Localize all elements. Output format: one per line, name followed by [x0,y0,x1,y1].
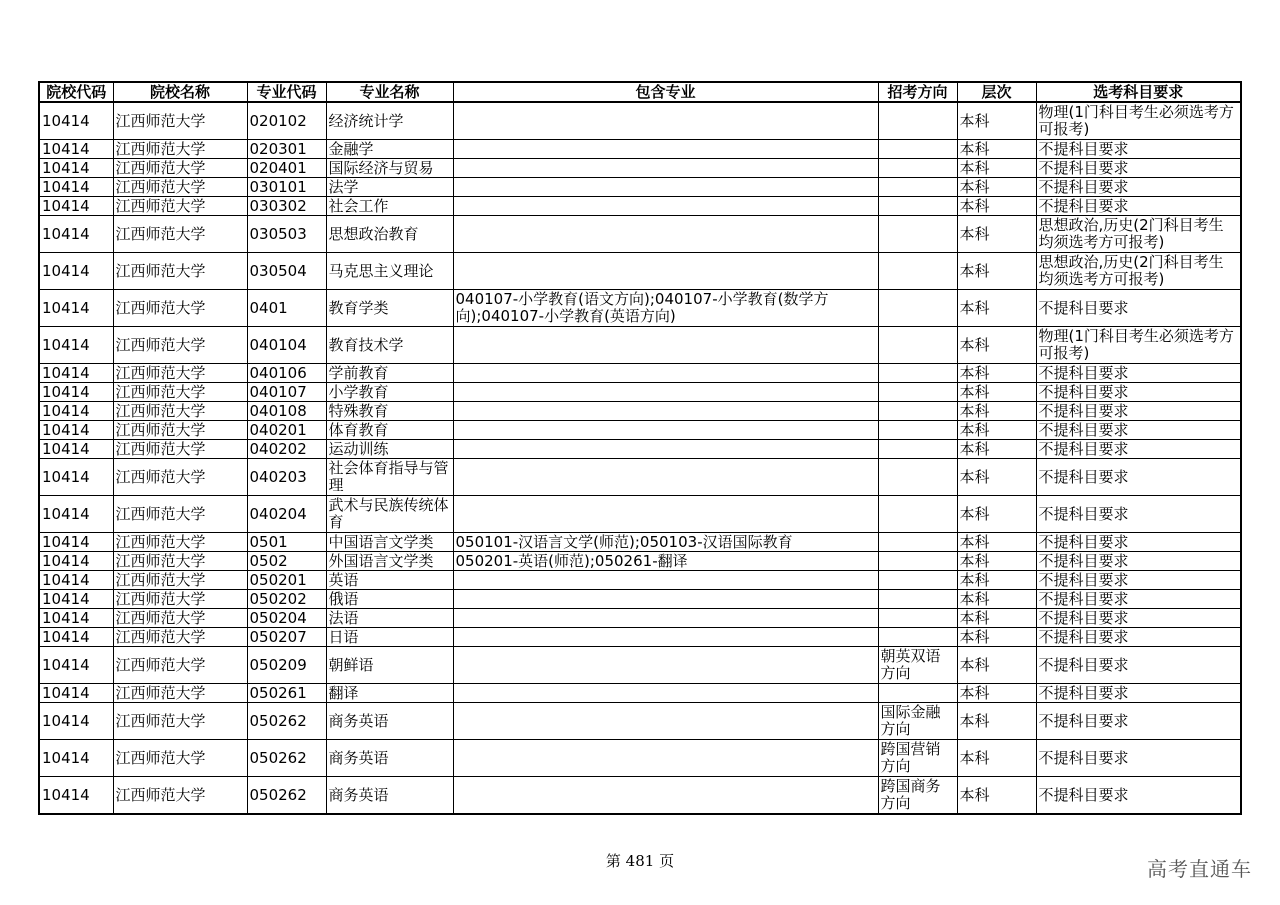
cell-included-majors [453,684,878,703]
cell-level: 本科 [957,590,1036,609]
cell-subject-requirements: 不提科目要求 [1036,647,1241,684]
cell-major-code: 030101 [247,178,326,197]
cell-major-code: 020401 [247,159,326,178]
table-row [39,590,1241,609]
cell-major-name: 中国语言文学类 [326,533,453,552]
cell-major-code: 040104 [247,327,326,364]
cell-school-code: 10414 [39,216,113,253]
cell-level: 本科 [957,533,1036,552]
cell-direction: 跨国营销方向 [878,740,957,777]
table-row [39,496,1241,533]
cell-level: 本科 [957,102,1036,140]
cell-subject-requirements: 不提科目要求 [1036,178,1241,197]
cell-direction [878,178,957,197]
cell-major-code: 040106 [247,364,326,383]
page-number: 第 481 页 [605,852,675,870]
cell-school-name: 江西师范大学 [113,421,247,440]
cell-major-name: 马克思主义理论 [326,253,453,290]
cell-level: 本科 [957,496,1036,533]
cell-school-name: 江西师范大学 [113,571,247,590]
cell-subject-requirements: 思想政治,历史(2门科目考生均须选考方可报考) [1036,216,1241,253]
cell-subject-requirements: 不提科目要求 [1036,571,1241,590]
watermark: 高考直通车 [1147,857,1252,881]
cell-included-majors [453,197,878,216]
cell-major-name: 商务英语 [326,740,453,777]
cell-subject-requirements: 思想政治,历史(2门科目考生均须选考方可报考) [1036,253,1241,290]
cell-school-name: 江西师范大学 [113,253,247,290]
cell-level: 本科 [957,140,1036,159]
cell-included-majors: 050101-汉语言文学(师范);050103-汉语国际教育 [453,533,878,552]
cell-school-code: 10414 [39,459,113,496]
cell-direction [878,571,957,590]
cell-school-name: 江西师范大学 [113,647,247,684]
table-row [39,552,1241,571]
cell-subject-requirements: 物理(1门科目考生必须选考方可报考) [1036,327,1241,364]
cell-direction [878,590,957,609]
cell-major-code: 050209 [247,647,326,684]
cell-school-name: 江西师范大学 [113,364,247,383]
cell-level: 本科 [957,290,1036,327]
cell-school-name: 江西师范大学 [113,178,247,197]
cell-level: 本科 [957,740,1036,777]
cell-school-name: 江西师范大学 [113,684,247,703]
cell-direction [878,197,957,216]
cell-subject-requirements: 不提科目要求 [1036,533,1241,552]
cell-included-majors [453,402,878,421]
cell-school-code: 10414 [39,647,113,684]
cell-school-name: 江西师范大学 [113,703,247,740]
cell-included-majors [453,178,878,197]
cell-school-code: 10414 [39,178,113,197]
cell-direction [878,253,957,290]
cell-included-majors: 050201-英语(师范);050261-翻译 [453,552,878,571]
cell-school-name: 江西师范大学 [113,440,247,459]
cell-school-code: 10414 [39,253,113,290]
table-row [39,178,1241,197]
cell-level: 本科 [957,647,1036,684]
cell-level: 本科 [957,383,1036,402]
cell-direction: 国际金融方向 [878,703,957,740]
cell-included-majors [453,496,878,533]
cell-school-code: 10414 [39,421,113,440]
admission-table [38,81,1242,815]
cell-major-code: 030302 [247,197,326,216]
cell-included-majors [453,740,878,777]
cell-major-name: 法学 [326,178,453,197]
cell-direction [878,102,957,140]
cell-major-name: 金融学 [326,140,453,159]
cell-subject-requirements: 不提科目要求 [1036,383,1241,402]
table-row [39,440,1241,459]
header-school-name: 院校名称 [113,82,247,102]
cell-level: 本科 [957,197,1036,216]
cell-school-name: 江西师范大学 [113,777,247,815]
cell-direction [878,533,957,552]
header-major-name: 专业名称 [326,82,453,102]
cell-subject-requirements: 不提科目要求 [1036,684,1241,703]
cell-school-name: 江西师范大学 [113,628,247,647]
cell-direction [878,364,957,383]
cell-level: 本科 [957,777,1036,815]
cell-school-code: 10414 [39,364,113,383]
table-row [39,383,1241,402]
cell-direction: 朝英双语方向 [878,647,957,684]
cell-included-majors: 040107-小学教育(语文方向);040107-小学教育(数学方向);040107-小学教育(英语方向) [453,290,878,327]
header-subject-requirements: 选考科目要求 [1036,82,1241,102]
cell-direction [878,327,957,364]
cell-major-code: 050204 [247,609,326,628]
cell-level: 本科 [957,440,1036,459]
table-row [39,647,1241,684]
cell-major-code: 050262 [247,740,326,777]
cell-school-name: 江西师范大学 [113,102,247,140]
cell-included-majors [453,140,878,159]
cell-school-code: 10414 [39,684,113,703]
cell-included-majors [453,703,878,740]
cell-school-name: 江西师范大学 [113,552,247,571]
cell-subject-requirements: 不提科目要求 [1036,590,1241,609]
table-row [39,402,1241,421]
cell-school-code: 10414 [39,590,113,609]
cell-major-code: 040203 [247,459,326,496]
cell-major-code: 020301 [247,140,326,159]
cell-subject-requirements: 不提科目要求 [1036,552,1241,571]
cell-included-majors [453,159,878,178]
cell-direction [878,496,957,533]
cell-major-name: 社会体育指导与管理 [326,459,453,496]
cell-included-majors [453,364,878,383]
cell-level: 本科 [957,159,1036,178]
cell-school-name: 江西师范大学 [113,159,247,178]
cell-direction [878,383,957,402]
cell-school-name: 江西师范大学 [113,290,247,327]
cell-major-code: 040108 [247,402,326,421]
table-row [39,740,1241,777]
table-row [39,459,1241,496]
table-row [39,571,1241,590]
cell-major-code: 0501 [247,533,326,552]
cell-subject-requirements: 不提科目要求 [1036,290,1241,327]
cell-direction [878,216,957,253]
cell-subject-requirements: 不提科目要求 [1036,628,1241,647]
table-row [39,327,1241,364]
cell-major-name: 法语 [326,609,453,628]
cell-school-code: 10414 [39,552,113,571]
header-direction: 招考方向 [878,82,957,102]
cell-subject-requirements: 不提科目要求 [1036,421,1241,440]
cell-major-code: 020102 [247,102,326,140]
cell-included-majors [453,590,878,609]
cell-subject-requirements: 不提科目要求 [1036,777,1241,815]
cell-level: 本科 [957,552,1036,571]
cell-included-majors [453,421,878,440]
cell-school-code: 10414 [39,159,113,178]
cell-included-majors [453,777,878,815]
cell-subject-requirements: 不提科目要求 [1036,740,1241,777]
cell-school-code: 10414 [39,609,113,628]
cell-included-majors [453,609,878,628]
cell-major-name: 教育技术学 [326,327,453,364]
cell-major-name: 思想政治教育 [326,216,453,253]
table-row [39,777,1241,815]
table-row [39,628,1241,647]
cell-school-name: 江西师范大学 [113,383,247,402]
cell-subject-requirements: 不提科目要求 [1036,703,1241,740]
cell-school-name: 江西师范大学 [113,609,247,628]
cell-major-name: 日语 [326,628,453,647]
cell-school-code: 10414 [39,383,113,402]
cell-included-majors [453,253,878,290]
cell-school-code: 10414 [39,102,113,140]
cell-major-name: 武术与民族传统体育 [326,496,453,533]
cell-major-name: 社会工作 [326,197,453,216]
cell-major-name: 经济统计学 [326,102,453,140]
cell-level: 本科 [957,253,1036,290]
cell-school-name: 江西师范大学 [113,327,247,364]
cell-school-name: 江西师范大学 [113,197,247,216]
cell-level: 本科 [957,684,1036,703]
cell-included-majors [453,571,878,590]
cell-school-code: 10414 [39,327,113,364]
cell-included-majors [453,216,878,253]
cell-major-name: 运动训练 [326,440,453,459]
table-row [39,197,1241,216]
cell-major-code: 040204 [247,496,326,533]
cell-direction [878,628,957,647]
cell-included-majors [453,647,878,684]
cell-direction [878,552,957,571]
cell-direction: 跨国商务方向 [878,777,957,815]
header-level: 层次 [957,82,1036,102]
cell-included-majors [453,327,878,364]
cell-level: 本科 [957,364,1036,383]
cell-direction [878,421,957,440]
cell-school-code: 10414 [39,533,113,552]
table-row [39,421,1241,440]
cell-direction [878,440,957,459]
cell-school-code: 10414 [39,703,113,740]
cell-major-name: 学前教育 [326,364,453,383]
cell-school-name: 江西师范大学 [113,590,247,609]
cell-school-code: 10414 [39,290,113,327]
cell-level: 本科 [957,327,1036,364]
cell-direction [878,459,957,496]
cell-school-name: 江西师范大学 [113,216,247,253]
cell-level: 本科 [957,459,1036,496]
cell-major-code: 050207 [247,628,326,647]
cell-major-name: 商务英语 [326,703,453,740]
cell-subject-requirements: 不提科目要求 [1036,496,1241,533]
cell-level: 本科 [957,609,1036,628]
cell-level: 本科 [957,421,1036,440]
table-row [39,703,1241,740]
cell-major-code: 050201 [247,571,326,590]
table-body [39,102,1241,814]
cell-major-code: 0401 [247,290,326,327]
cell-major-name: 英语 [326,571,453,590]
cell-level: 本科 [957,216,1036,253]
cell-level: 本科 [957,402,1036,421]
header-major-code: 专业代码 [247,82,326,102]
cell-school-name: 江西师范大学 [113,402,247,421]
cell-subject-requirements: 不提科目要求 [1036,140,1241,159]
cell-direction [878,140,957,159]
cell-subject-requirements: 不提科目要求 [1036,197,1241,216]
cell-major-name: 朝鲜语 [326,647,453,684]
header-included-majors: 包含专业 [453,82,878,102]
cell-major-name: 俄语 [326,590,453,609]
cell-subject-requirements: 不提科目要求 [1036,364,1241,383]
cell-major-name: 外国语言文学类 [326,552,453,571]
cell-major-name: 体育教育 [326,421,453,440]
table-row [39,159,1241,178]
cell-major-name: 特殊教育 [326,402,453,421]
cell-included-majors [453,383,878,402]
cell-school-code: 10414 [39,740,113,777]
cell-major-code: 050202 [247,590,326,609]
cell-level: 本科 [957,628,1036,647]
cell-level: 本科 [957,703,1036,740]
cell-school-code: 10414 [39,777,113,815]
cell-major-name: 国际经济与贸易 [326,159,453,178]
cell-included-majors [453,102,878,140]
cell-major-code: 0502 [247,552,326,571]
cell-school-code: 10414 [39,140,113,159]
cell-school-code: 10414 [39,496,113,533]
cell-school-name: 江西师范大学 [113,459,247,496]
cell-school-code: 10414 [39,628,113,647]
cell-direction [878,609,957,628]
cell-major-code: 030503 [247,216,326,253]
cell-major-code: 030504 [247,253,326,290]
cell-major-code: 050262 [247,703,326,740]
cell-school-name: 江西师范大学 [113,496,247,533]
cell-included-majors [453,628,878,647]
header-school-code: 院校代码 [39,82,113,102]
cell-level: 本科 [957,178,1036,197]
table-row [39,364,1241,383]
cell-school-name: 江西师范大学 [113,533,247,552]
cell-major-name: 翻译 [326,684,453,703]
cell-major-code: 050262 [247,777,326,815]
table-row [39,216,1241,253]
table-row [39,684,1241,703]
cell-major-name: 小学教育 [326,383,453,402]
cell-school-name: 江西师范大学 [113,740,247,777]
cell-school-code: 10414 [39,197,113,216]
cell-major-name: 商务英语 [326,777,453,815]
cell-subject-requirements: 不提科目要求 [1036,609,1241,628]
cell-school-name: 江西师范大学 [113,140,247,159]
cell-included-majors [453,440,878,459]
table-row [39,609,1241,628]
header-row [39,82,1241,102]
cell-major-code: 040107 [247,383,326,402]
cell-school-code: 10414 [39,402,113,421]
cell-direction [878,684,957,703]
cell-school-code: 10414 [39,571,113,590]
table-row [39,253,1241,290]
cell-subject-requirements: 不提科目要求 [1036,402,1241,421]
cell-subject-requirements: 不提科目要求 [1036,459,1241,496]
cell-direction [878,402,957,421]
cell-direction [878,159,957,178]
cell-included-majors [453,459,878,496]
cell-major-code: 040201 [247,421,326,440]
cell-major-code: 040202 [247,440,326,459]
cell-school-code: 10414 [39,440,113,459]
cell-direction [878,290,957,327]
cell-level: 本科 [957,571,1036,590]
cell-subject-requirements: 不提科目要求 [1036,159,1241,178]
table-row [39,102,1241,140]
cell-subject-requirements: 不提科目要求 [1036,440,1241,459]
table-row [39,140,1241,159]
cell-major-name: 教育学类 [326,290,453,327]
table-row [39,290,1241,327]
cell-subject-requirements: 物理(1门科目考生必须选考方可报考) [1036,102,1241,140]
cell-major-code: 050261 [247,684,326,703]
table-row [39,533,1241,552]
